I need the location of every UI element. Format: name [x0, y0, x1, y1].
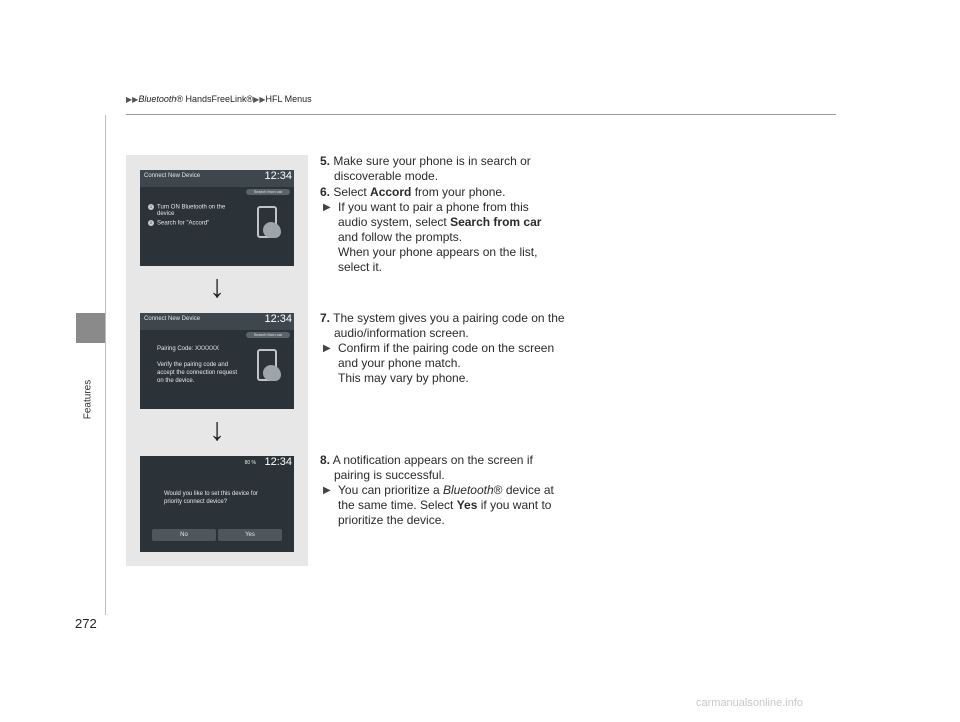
side-rule: [105, 115, 106, 615]
battery-status: 80 %: [244, 460, 256, 466]
sub-arrow-icon: ▶: [323, 485, 331, 496]
down-arrow-icon: ↓: [209, 268, 225, 304]
screen-instruction: device: [157, 211, 175, 217]
registered-mark: ®: [246, 94, 254, 104]
watermark: carmanualsonline.info: [696, 697, 804, 709]
yes-button[interactable]: Yes: [218, 529, 282, 541]
screen-instruction: Verify the pairing code and: [157, 362, 229, 368]
screen-instruction: 1 Turn ON Bluetooth on the: [149, 204, 226, 211]
breadcrumb-hfl-menus: HFL Menus: [265, 94, 312, 104]
breadcrumb: [126, 94, 312, 104]
sub-arrow-icon: ▶: [323, 202, 331, 213]
screen-title: Connect New Device: [144, 316, 201, 322]
step-5: 5. Make sure your phone is in search or discoverable mode.: [320, 154, 531, 183]
hand-icon: [263, 365, 281, 381]
pairing-code: Pairing Code: XXXXXX: [157, 346, 220, 352]
page-number: 272: [75, 616, 97, 631]
screen-clock: 12:34: [264, 170, 292, 182]
priority-question: priority connect device?: [164, 499, 228, 505]
screen-connect-search: [140, 170, 294, 266]
step-8: 8. A notification appears on the screen if pairing is successful. ▶ You can prioritize a Bluetooth® device at the same time. Select Yes if you want to prioritize the device.: [320, 453, 554, 527]
search-from-car-button[interactable]: Search from car: [246, 189, 290, 195]
sub-arrow-icon: ▶: [323, 343, 331, 354]
header-rule: [126, 114, 836, 115]
step-number-icon: 2: [149, 220, 153, 225]
step-7: 7. The system gives you a pairing code on the audio/information screen. ▶ Confirm if the pairing code on the screen and your phone match. This may vary by phone.: [320, 311, 565, 385]
priority-question: Would you like to set this device for: [164, 491, 258, 497]
screen-instruction: on the device.: [157, 378, 195, 384]
breadcrumb-arrow-icon: ▶▶: [253, 95, 266, 104]
breadcrumb-hfl: HandsFreeLink: [182, 94, 247, 104]
breadcrumb-arrow-icon: ▶▶: [126, 95, 139, 104]
screen-clock: 12:34: [264, 313, 292, 325]
registered-mark: ®: [176, 94, 183, 104]
screen-pairing-code: [140, 313, 294, 409]
search-from-car-button[interactable]: Search from car: [246, 332, 290, 338]
section-tab: [76, 313, 106, 343]
no-button[interactable]: No: [152, 529, 216, 541]
screen-clock: 12:34: [264, 456, 292, 468]
down-arrow-icon: ↓: [209, 411, 225, 447]
screen-priority-connect: [140, 456, 294, 552]
breadcrumb-bluetooth: Bluetooth: [138, 94, 177, 104]
screen-instruction: 2 Search for "Accord": [149, 220, 210, 227]
hand-icon: [263, 222, 281, 238]
step-number-icon: 1: [149, 204, 153, 209]
section-label: Features: [82, 379, 94, 420]
screen-instruction: accept the connection request: [157, 370, 238, 376]
step-6: 6. Select Accord from your phone. ▶ If you want to pair a phone from this audio system, select Search from car and follow the prompts. When your phone appears on the list, select it.: [320, 185, 542, 274]
screen-title: Connect New Device: [144, 173, 201, 179]
